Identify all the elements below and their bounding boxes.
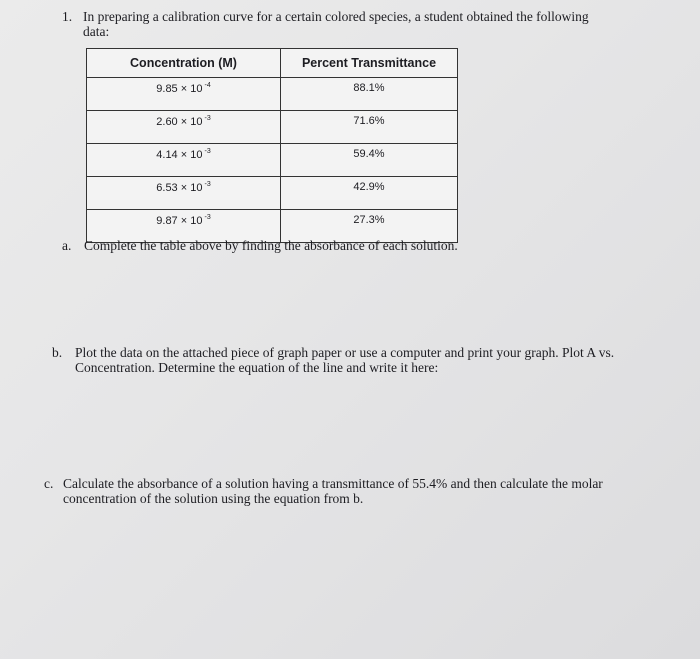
data-table xyxy=(86,48,458,243)
part-c-label: c. xyxy=(44,476,54,491)
concentration-cell: 9.87 × 10 $^{-3}$ xyxy=(87,210,281,243)
concentration-cell: 6.53 × 10 $^{-3}$ xyxy=(87,177,281,210)
concentration-cell: 2.60 × 10 $^{-3}$ xyxy=(87,111,281,144)
part-c-text: Calculate the absorbance of a solution having a transmittance of 55.4% and then calculate the molar concentration of the solution using the equation from b. xyxy=(63,476,603,506)
table-header-row xyxy=(87,49,458,78)
part-a-label: a. xyxy=(62,238,72,253)
concentration-cell: 4.14 × 10 $^{-3}$ xyxy=(87,144,281,177)
part-b-label: b. xyxy=(52,345,63,360)
transmittance-cell: 88.1% xyxy=(281,78,458,111)
header-concentration: Concentration (M) xyxy=(87,49,281,78)
concentration-cell: 9.85 × 10 $^{-4}$ xyxy=(87,78,281,111)
table-row xyxy=(87,177,458,210)
question-intro: In preparing a calibration curve for a certain colored species, a student obtained the following data: xyxy=(83,9,589,39)
header-transmittance: Percent Transmittance xyxy=(281,49,458,78)
transmittance-cell: 27.3% xyxy=(281,210,458,243)
question-number: 1. xyxy=(62,9,73,24)
part-b-text: Plot the data on the attached piece of graph paper or use a computer and print your graph. Plot A vs. Concentration. Determine the equation of the line and write it here: xyxy=(75,345,615,375)
part-a-text: Complete the table above by finding the absorbance of each solution. xyxy=(84,238,458,253)
table-row xyxy=(87,78,458,111)
table-row xyxy=(87,144,458,177)
transmittance-cell: 42.9% xyxy=(281,177,458,210)
table-row xyxy=(87,111,458,144)
transmittance-cell: 71.6% xyxy=(281,111,458,144)
transmittance-cell: 59.4% xyxy=(281,144,458,177)
